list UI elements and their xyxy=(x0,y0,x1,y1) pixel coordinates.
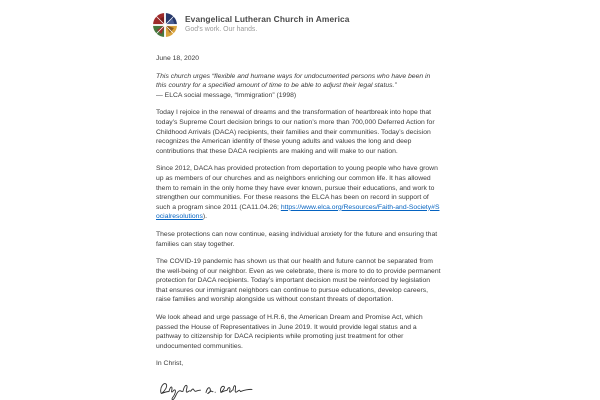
elca-logo-icon xyxy=(152,12,178,38)
quote-text: This church urges “flexible and humane ways for undocumented persons who have been in this country for a specified amount of time to be able to adjust their legal status.” xyxy=(156,72,431,90)
letter-date: June 18, 2020 xyxy=(156,55,200,62)
paragraph-daca-history-tail: ). xyxy=(202,213,208,221)
letterhead xyxy=(152,12,444,38)
org-tagline: God’s work. Our hands. xyxy=(185,26,258,33)
closing: In Christ, xyxy=(156,360,184,368)
quote-attribution: — ELCA social message, “Immigration” (1998) xyxy=(156,91,297,99)
opening-quote-block xyxy=(156,72,441,101)
paragraph-daca-history-text: Since 2012, DACA has provided protection from deportation to young people who have grown up as members of our churches and as neighbors enriching our common life. It has allowed them to remain in the only home they have ever known, pursue their educations, and work to strengthen our communities. For these reasons the ELCA has been on record in support of such a program since 2011 (CA11.04.26; xyxy=(156,165,438,211)
letter-body xyxy=(156,54,441,400)
letter-content xyxy=(152,12,444,400)
signature-elizabeth-eaton xyxy=(158,377,254,400)
paragraph-supreme-court: Today I rejoice in the renewal of dreams and the transformation of heartbreak into hope that today’s Supreme Court decision brings to our nation’s more than 700,000 Deferred Action for Childhood Arrivals (DACA) recipients, their families and their communities. Today’s decision recognizes the American identity of these young adults and values the long and deep contributions that these DACA recipients are making and will make to our nation. xyxy=(156,109,435,155)
paragraph-daca-history xyxy=(156,164,441,222)
org-name: Evangelical Lutheran Church in America xyxy=(185,14,350,24)
paragraph-protections: These protections can now continue, easing individual anxiety for the future and ensuring that families can stay together. xyxy=(156,230,438,248)
brand-block xyxy=(185,12,350,34)
paragraph-covid: The COVID-19 pandemic has shown us that our health and future cannot be separated from the well-being of our neighbor. Even as we celebrate, there is more to do to provide permanent protection for DACA recipients. Today’s important decision must be reinforced by legislation that ensures our immigrant neighbors can continue to pursue educations, develop careers, raise families and worship alongside us without constant threats of deportation. xyxy=(156,258,441,304)
paragraph-hr6: We look ahead and urge passage of H.R.6, the American Dream and Promise Act, which passed the House of Representatives in June 2019. It would provide legal status and a pathway to citizenship for DACA recipients while promoting just treatment for other undocumented communities. xyxy=(156,314,423,350)
elca-resources-link[interactable]: https://www.elca.org/Resources/Faith-and-Society#Socialresolutions xyxy=(156,203,440,221)
